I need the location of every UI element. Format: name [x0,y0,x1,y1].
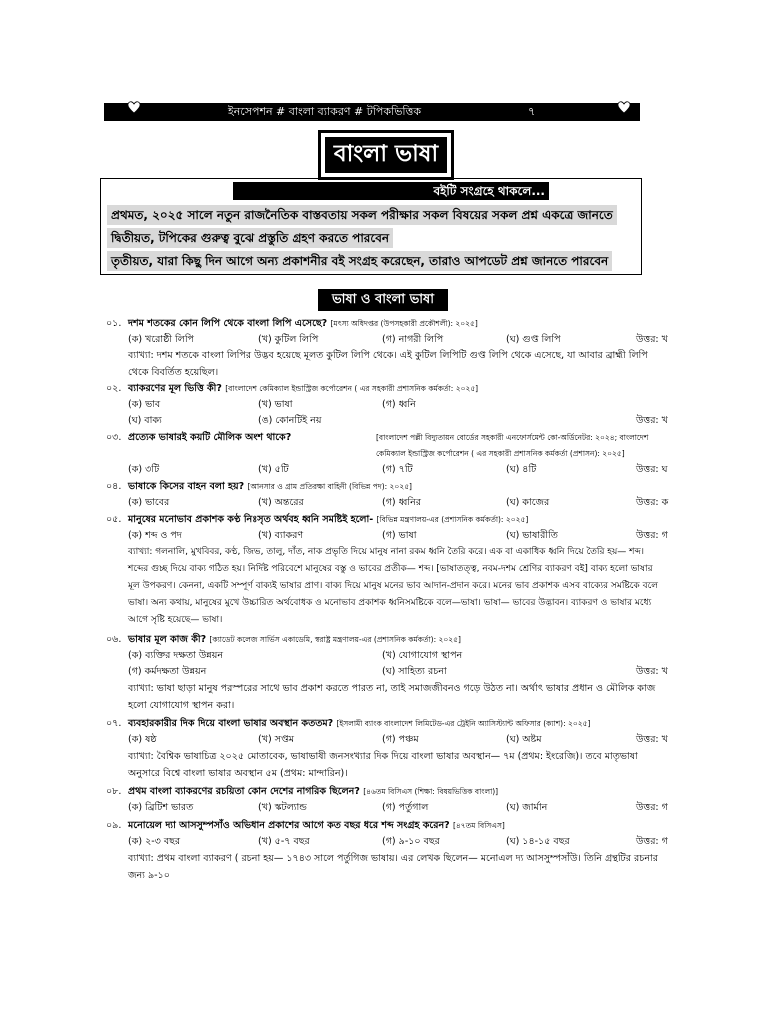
question-stem: ব্যবহারকারীর দিক দিয়ে বাংলা ভাষার অবস্থান কততম? [128,718,334,729]
option: (ক) ব্রিটিশ ভারত [128,802,194,813]
notice-line: তৃতীয়ত, যারা কিছু দিন আগে অন্য প্রকাশনীর বই সংগ্রহ করেছেন, তারাও আপডেট প্রশ্ন জানতে পারবেন [107,251,612,271]
answer: উত্তর: খ [636,334,668,345]
option: (ক) ব্যক্তির দক্ষতা উন্নয়ন [128,650,223,661]
answer: উত্তর: খ [636,415,668,426]
option: (ঘ) বাক্য [128,415,162,426]
question-number: ০৫. [106,514,122,525]
question-stem: ভাষাকে কিসের বাহন বলা হয়? [128,481,245,492]
options-row [106,664,666,680]
question-text [128,716,590,732]
question-stem: প্রত্যেক ভাষারই কয়টি মৌলিক অংশ থাকে? [128,432,292,443]
question-source: [আনসার ও গ্রাম প্রতিরক্ষা বাহিনী (বিভিন্ন পদ): ২০২৫] [247,482,412,491]
option: (খ) ৫টি [258,464,289,475]
option: (গ) নাগরী লিপি [382,334,444,345]
option: (খ) ভাষা [258,399,293,410]
question-source: [বাংলাদেশ পল্লী বিদ্যুতায়ন বোর্ডের সহকারী এনফোর্সমেন্ট কো-অর্ডিনেটর: ২০২৪; বাংলাদেশ কেমিক্যাল ইন্ডাস্ট্রিজ কর্পোরেশন ( এর সহকারী প্রশাসনিক কর্মকর্তা (প্রশাসন): ২০২৫] [376,433,649,458]
question-row [106,784,666,800]
question-text [128,784,498,800]
option: (ঘ) ভাষারীতি [506,530,558,541]
options-row [106,495,669,511]
option: (ঘ) ৪টি [506,464,537,475]
answer: উত্তর: গ [636,530,668,541]
question-source: [৪৭তম বিসিএস] [452,821,505,830]
question-source: [মৎস্য অধিদপ্তর (উপসহকারী প্রকৌশলী): ২০২৫] [330,319,478,328]
question-row [106,818,666,834]
notice-line: প্রথমত, ২০২৫ সালে নতুন রাজনৈতিক বাস্তবতায় সকল পরীক্ষার সকল বিষয়ের সকল প্রশ্ন একত্রে জানতে [107,205,617,225]
question-source: [বিভিন্ন মন্ত্রণালয়-এর (প্রশাসনিক কর্মকর্তা): ২০২৫] [376,515,529,524]
running-header [104,103,640,121]
question-source: [বাংলাদেশ কেমিক্যাল ইন্ডাস্ট্রিজ কর্পোরেশন ( এর সহকারী প্রশাসনিক কর্মকর্তা: ২০২৫] [225,384,479,393]
question-row [106,512,666,528]
question-stem: মানুষের মনোভাব প্রকাশক কণ্ঠ নিঃসৃত অর্থবহ ধ্বনি সমষ্টিই হলো- [128,514,374,525]
option: (গ) ভাষা [382,530,417,541]
options-row [106,332,666,348]
option: (গ) ধ্বনি [382,399,416,410]
option: (গ) কর্মদক্ষতা উন্নয়ন [128,666,207,677]
option: (ঘ) জার্মান [506,802,548,813]
notice-heading: বইটি সংগ্রহে থাকলে... [233,182,549,200]
explanation: ব্যাখ্যা: দশম শতকে বাংলা লিপির উদ্ভব হয়েছে মূলত কুটিল লিপি থেকে। এই কুটিল লিপিটি গুপ্ত লিপি থেকে এসেছে, যা আবার ব্রাহ্মী লিপি থেকে বিবর্তিত হয়েছিল। [128,350,648,378]
question-text [128,818,505,834]
option: (ক) ২-৩ বছর [128,836,181,847]
explanation: ব্যাখ্যা: প্রথম বাংলা ব্যাকরণ ( রচনা হয়— ১৭৪৩ সালে পর্তুগিজ ভাষায়। এর লেখক ছিলেন— মনোএল দ্য আসসুম্পসাঁউ। তিনি গ্রন্থটির রচনার জন্য ৯-১০ [128,853,658,881]
option: (গ) পঞ্চম [382,734,419,745]
header-text: ইনসেপশন # বাংলা ব্যাকরণ # টপিকভিত্তিক [228,105,422,118]
option: (ঘ) গুপ্ত লিপি [506,334,561,345]
section-title: ভাষা ও বাংলা ভাষা [318,289,448,311]
options-row [106,800,666,816]
options-row [106,528,666,544]
options-row [106,648,666,664]
chapter-title: বাংলা ভাষা [325,137,447,173]
option: (খ) ৫-৭ বছর [258,836,310,847]
option: (ক) ৩টি [128,464,160,475]
question-stem: প্রথম বাংলা ব্যাকরণের রচয়িতা কোন দেশের নাগরিক ছিলেন? [128,786,360,797]
explanation: ব্যাখ্যা: গলনালি, মুখবিবর, কণ্ঠ, জিভ, তালু, দাঁত, নাক প্রভৃতি দিয়ে মানুষ নানা রকম ধ্বনি তৈরি করে। এক বা একাধিক ধ্বনি দিয়ে তৈরি হয়— শব্দ। শব্দের গুচ্ছ দিয়ে বাক্য গঠিত হয়। নির্দিষ্ট পরিবেশে মানুষের বস্তু ও ভাবের প্রতীক— শব্দ। [ভাষাতত্ত্ব, নবম-দশম শ্রেণির ব্যাকরণ বই] বাক্য হলো ভাষার মূল উপকরণ। কেননা, একটি সম্পূর্ণ বাক্যই ভাষার প্রাণ। বাক্য দিয়ে মানুষ মনের ভাব আদান-প্রদান করে। মনের ভাব প্রকাশক এসব বাক্যের সমষ্টিকে বলে ভাষা। অন্য কথায়, মানুষের মুখে উচ্চারিত অর্থবোধক ও মনোভাব প্রকাশক ধ্বনিসমষ্টিকে বলে—ভাষা। ভাষা— ভাবের উদ্ভাবন। ব্যাকরণ ও ভাষার মধ্যে আগে সৃষ্টি হয়েছে— ভাষা। [128,547,658,625]
question-number: ০১. [106,318,122,329]
notice-box [100,178,642,275]
question-number: ০২. [106,383,122,394]
question-number: ০৩. [106,432,122,443]
option: (ঘ) ১৪-১৫ বছর [506,836,570,847]
question-row [106,381,666,397]
question-number: ০৯. [106,820,122,831]
question-source: [৪৬তম বিসিএস (শিক্ষা: বিষয়ভিত্তিক বাংলা)] [363,787,499,796]
option: (ক) খরোষ্ঠী লিপি [128,334,195,345]
explanation: ব্যাখ্যা: বৈশ্বিক ভাষাচিত্র ২০২৫ মোতাবেক, ভাষাভাষী জনসংখ্যার দিক দিয়ে বাংলা ভাষার অবস্থান— ৭ম (প্রথম: ইংরেজি)। তবে মাতৃভাষা অনুসারে বিশ্বে বাংলা ভাষার অবস্থান ৫ম (প্রথম: মান্দারিন)। [128,751,638,779]
options-row [106,834,666,850]
heart-icon [616,99,632,115]
question-row [106,716,666,732]
option: (ঘ) অষ্টম [506,734,542,745]
answer: উত্তর: খ [636,734,668,745]
page-number: ৭ [528,105,536,118]
question-stem: ব্যাকরণের মূল ভিত্তি কী? [128,383,222,394]
option: (ক) শব্দ ও পদ [128,530,182,541]
answer: উত্তর: ক [636,497,669,508]
option: (গ) ৯-১০ বছর [382,836,440,847]
question-text [128,479,412,495]
option: (ঘ) সাহিত্য রচনা [382,666,447,677]
question-text [128,512,528,528]
options-row [106,397,666,413]
option: (গ) ৭টি [382,464,413,475]
explanation: ব্যাখ্যা: ভাষা ছাড়া মানুষ পরস্পরের সাথে ভাব প্রকাশ করতে পারত না, তাই সমাজজীবনও গড়ে উঠত না। অর্থাৎ ভাষার প্রধান ও মৌলিক কাজ হলো যোগাযোগ স্থাপন করা। [128,683,656,711]
answer: উত্তর: ঘ [636,464,668,475]
question-row [106,632,666,648]
question-text [128,316,478,332]
question-text [128,381,478,397]
question-number: ০৪. [106,481,122,492]
question-text [128,430,291,446]
question-stem: ভাষার মূল কাজ কী? [128,634,207,645]
question-row [106,316,666,332]
answer: উত্তর: গ [636,802,668,813]
answer: উত্তর: গ [636,836,668,847]
question-number: ০৮. [106,786,122,797]
options-row [106,462,666,478]
option: (খ) ব্যাকরণ [258,530,304,541]
option: (খ) কুটিল লিপি [258,334,319,345]
option: (খ) যোগাযোগ স্থাপন [382,650,463,661]
heart-icon [126,99,142,115]
options-row [106,732,666,748]
chapter-title-box [318,130,454,180]
question-source: [ক্যাডেট কলেজ সার্ভিস একাডেমি, স্বরাষ্ট্র মন্ত্রণালয়-এর (প্রশাসনিক কর্মকর্তা): ২০২৫] [209,635,461,644]
question-stem: দশম শতকের কোন লিপি থেকে বাংলা লিপি এসেছে? [128,318,328,329]
answer: উত্তর: খ [636,666,668,677]
option: (ঙ) কোনটিই নয় [258,415,322,426]
option: (গ) পর্তুগাল [382,802,429,813]
option: (ক) ভাব [128,399,161,410]
option: (গ) ধ্বনির [382,497,422,508]
option: (খ) সপ্তম [258,734,295,745]
options-row [106,413,666,429]
question-stem: মনোয়েল দ্যা আসসুম্পসাঁও অভিধান প্রকাশের আগে কত বছর ধরে শব্দ সংগ্রহ করেন? [128,820,450,831]
question-number: ০৬. [106,634,122,645]
question-source: [ইসলামী ব্যাংক বাংলাদেশ লিমিটেড-এর ট্রেইনি অ্যাসিস্ট্যান্ট অফিসার (ক্যাশ): ২০২৫] [336,719,591,728]
question-number: ০৭. [106,718,122,729]
option: (ক) ষষ্ঠ [128,734,157,745]
notice-line: দ্বিতীয়ত, টপিকের গুরুত্ব বুঝে প্রস্তুতি গ্রহণ করতে পারবেন [107,228,393,248]
option: (খ) স্কটল্যান্ড [258,802,307,813]
option: (খ) অন্তরের [258,497,304,508]
question-text [128,632,461,648]
question-row [106,479,666,495]
option: (ঘ) কাজের [506,497,550,508]
option: (ক) ভাবের [128,497,170,508]
